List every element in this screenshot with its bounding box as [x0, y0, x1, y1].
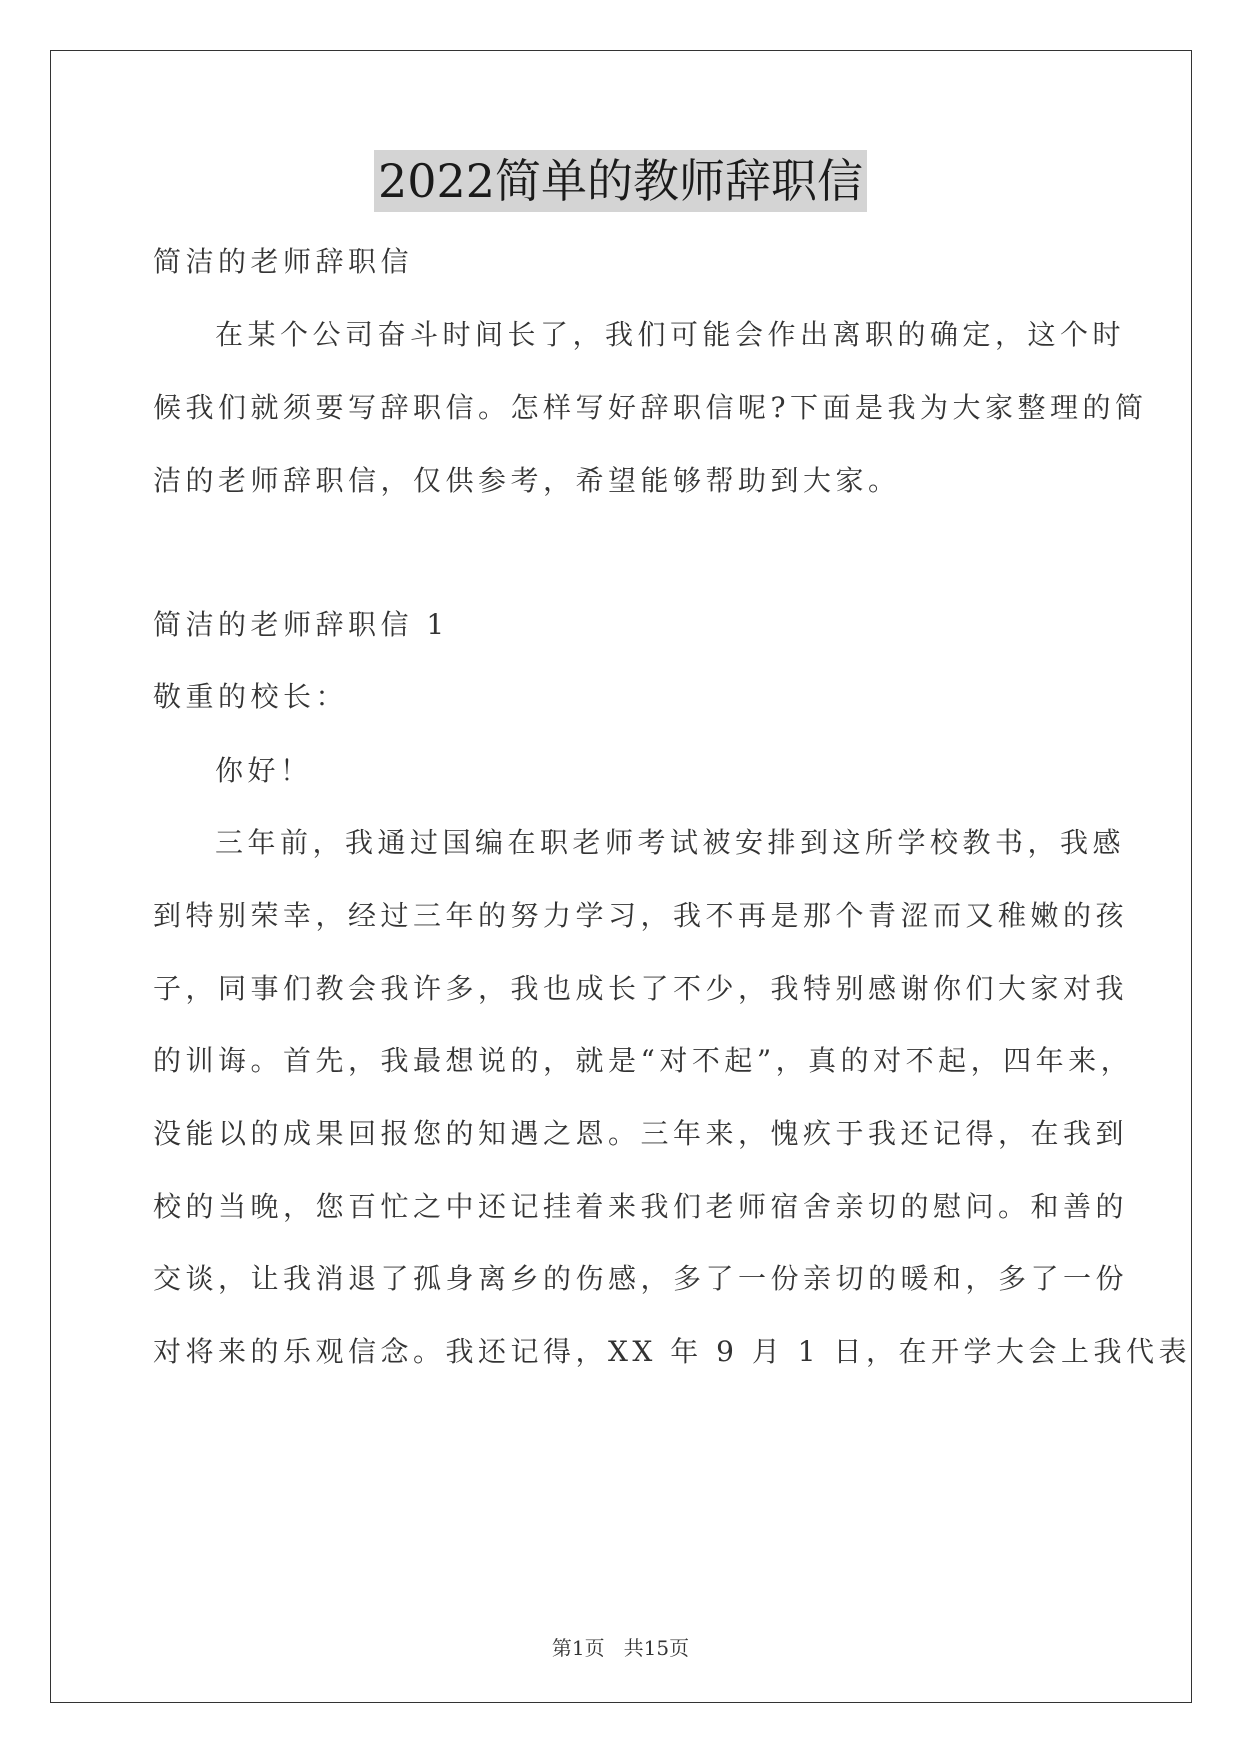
body-line: 没能以的成果回报您的知遇之恩。三年来，愧疚于我还记得，在我到 — [153, 1117, 1129, 1150]
document-title: 2022简单的教师辞职信 — [374, 150, 867, 212]
body-line: 子，同事们教会我许多，我也成长了不少，我特别感谢你们大家对我 — [153, 972, 1129, 1005]
body-line: 到特别荣幸，经过三年的努力学习，我不再是那个青涩而又稚嫩的孩 — [153, 899, 1129, 932]
greeting: 你好！ — [215, 754, 313, 787]
body-line: 三年前，我通过国编在职老师考试被安排到这所学校教书，我感 — [215, 826, 1126, 859]
body-line: 对将来的乐观信念。我还记得，XX 年 9 月 1 日，在开学大会上我代表 — [153, 1335, 1192, 1368]
page-footer: 第1页 共15页 — [551, 1636, 690, 1660]
subtitle: 简洁的老师辞职信 — [153, 245, 414, 278]
body-line: 的训诲。首先，我最想说的，就是“对不起”，真的对不起，四年来， — [153, 1044, 1134, 1077]
page-border — [50, 50, 1192, 1703]
title-container — [0, 150, 1241, 212]
intro-line: 在某个公司奋斗时间长了，我们可能会作出离职的确定，这个时 — [215, 318, 1126, 351]
section-heading: 简洁的老师辞职信 1 — [153, 608, 449, 641]
salutation: 敬重的校长： — [153, 680, 349, 713]
intro-line: 候我们就须要写辞职信。怎样写好辞职信呢?下面是我为大家整理的简 — [153, 391, 1148, 424]
body-line: 校的当晚，您百忙之中还记挂着来我们老师宿舍亲切的慰问。和善的 — [153, 1190, 1129, 1223]
body-line: 交谈，让我消退了孤身离乡的伤感，多了一份亲切的暖和，多了一份 — [153, 1262, 1129, 1295]
intro-line: 洁的老师辞职信，仅供参考，希望能够帮助到大家。 — [153, 464, 901, 497]
